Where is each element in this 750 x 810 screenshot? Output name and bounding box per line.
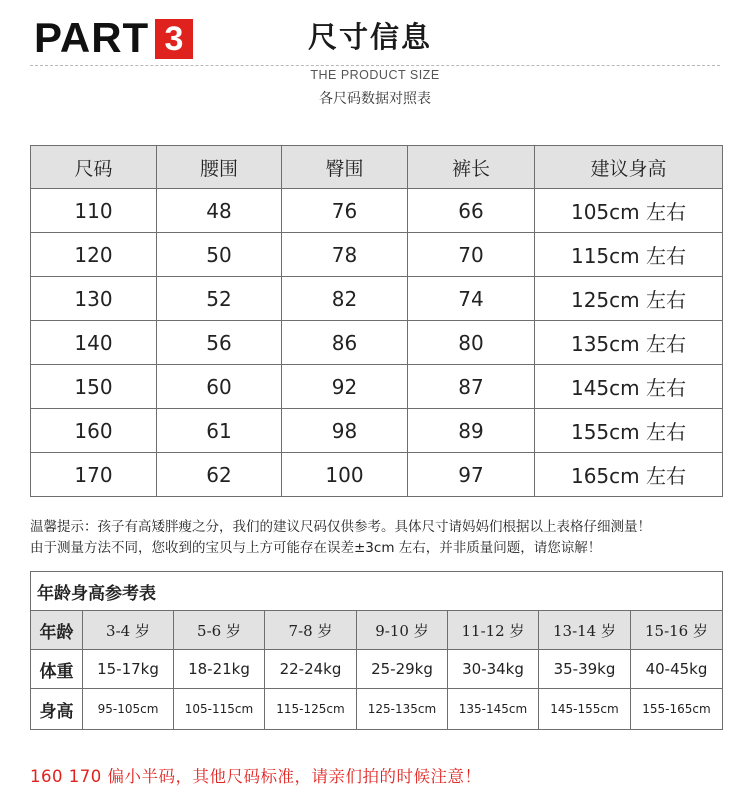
table-cell: 60 xyxy=(157,365,282,409)
age-table-title: 年龄身高参考表 xyxy=(31,572,723,611)
table-cell: 70 xyxy=(408,233,535,277)
size-table-header-row xyxy=(31,146,723,189)
notice-line-1: 温馨提示：孩子有高矮胖瘦之分，我们的建议尺码仅供参考。具体尺寸请妈妈们根据以上表格仔细测量！ xyxy=(30,519,651,535)
table-cell: 80 xyxy=(408,321,535,365)
table-row xyxy=(31,277,723,321)
table-row xyxy=(31,189,723,233)
table-cell: 120 xyxy=(31,233,157,277)
age-row xyxy=(31,611,723,650)
column-header-height: 建议身高 xyxy=(535,146,723,189)
table-cell: 74 xyxy=(408,277,535,321)
weight-cell: 40-45kg xyxy=(631,650,723,689)
weight-cell: 35-39kg xyxy=(539,650,631,689)
footer-note: 160 170 偏小半码，其他尺码标准，请亲们拍的时候注意！ xyxy=(30,767,482,786)
table-cell: 135cm 左右 xyxy=(535,321,723,365)
age-cell: 11-12 岁 xyxy=(448,611,539,650)
weight-cell: 18-21kg xyxy=(174,650,265,689)
age-cell: 15-16 岁 xyxy=(631,611,723,650)
table-cell: 145cm 左右 xyxy=(535,365,723,409)
header-divider xyxy=(30,65,720,66)
table-row xyxy=(31,321,723,365)
table-cell: 98 xyxy=(282,409,408,453)
table-row xyxy=(31,233,723,277)
size-table xyxy=(30,145,723,497)
row-label-height: 身高 xyxy=(31,689,83,730)
height-cell: 95-105cm xyxy=(83,689,174,730)
age-cell: 5-6 岁 xyxy=(174,611,265,650)
table-cell: 52 xyxy=(157,277,282,321)
row-label-weight: 体重 xyxy=(31,650,83,689)
weight-cell: 22-24kg xyxy=(265,650,357,689)
age-cell: 7-8 岁 xyxy=(265,611,357,650)
column-header-size: 尺码 xyxy=(31,146,157,189)
table-cell: 86 xyxy=(282,321,408,365)
weight-cell: 15-17kg xyxy=(83,650,174,689)
height-cell: 115-125cm xyxy=(265,689,357,730)
table-cell: 78 xyxy=(282,233,408,277)
height-cell: 145-155cm xyxy=(539,689,631,730)
height-row xyxy=(31,689,723,730)
table-cell: 100 xyxy=(282,453,408,497)
page-title: 尺寸信息 xyxy=(308,20,433,54)
table-cell: 62 xyxy=(157,453,282,497)
age-cell: 13-14 岁 xyxy=(539,611,631,650)
table-cell: 115cm 左右 xyxy=(535,233,723,277)
table-row xyxy=(31,453,723,497)
subtitle-chinese: 各尺码数据对照表 xyxy=(319,91,431,107)
table-row xyxy=(31,365,723,409)
height-cell: 105-115cm xyxy=(174,689,265,730)
table-cell: 89 xyxy=(408,409,535,453)
table-cell: 160 xyxy=(31,409,157,453)
age-height-table xyxy=(30,571,723,730)
table-cell: 56 xyxy=(157,321,282,365)
table-cell: 155cm 左右 xyxy=(535,409,723,453)
part-label: PART xyxy=(34,14,150,61)
table-cell: 61 xyxy=(157,409,282,453)
table-cell: 50 xyxy=(157,233,282,277)
age-cell: 9-10 岁 xyxy=(357,611,448,650)
weight-cell: 30-34kg xyxy=(448,650,539,689)
table-cell: 87 xyxy=(408,365,535,409)
table-cell: 110 xyxy=(31,189,157,233)
table-cell: 150 xyxy=(31,365,157,409)
table-cell: 97 xyxy=(408,453,535,497)
height-cell: 155-165cm xyxy=(631,689,723,730)
column-header-hip: 臀围 xyxy=(282,146,408,189)
table-cell: 140 xyxy=(31,321,157,365)
table-cell: 165cm 左右 xyxy=(535,453,723,497)
table-cell: 66 xyxy=(408,189,535,233)
table-cell: 48 xyxy=(157,189,282,233)
subtitle-english: THE PRODUCT SIZE xyxy=(310,68,440,82)
height-cell: 125-135cm xyxy=(357,689,448,730)
table-cell: 125cm 左右 xyxy=(535,277,723,321)
table-cell: 76 xyxy=(282,189,408,233)
age-table-title-row xyxy=(31,572,723,611)
notice-line-2: 由于测量方法不同，您收到的宝贝与上方可能存在误差±3cm 左右，并非质量问题，请您谅解！ xyxy=(30,540,602,556)
part-number-badge: 3 xyxy=(155,19,193,59)
table-cell: 82 xyxy=(282,277,408,321)
weight-row xyxy=(31,650,723,689)
weight-cell: 25-29kg xyxy=(357,650,448,689)
row-label-age: 年龄 xyxy=(31,611,83,650)
column-header-length: 裤长 xyxy=(408,146,535,189)
table-cell: 130 xyxy=(31,277,157,321)
table-row xyxy=(31,409,723,453)
table-cell: 92 xyxy=(282,365,408,409)
table-cell: 170 xyxy=(31,453,157,497)
height-cell: 135-145cm xyxy=(448,689,539,730)
age-cell: 3-4 岁 xyxy=(83,611,174,650)
table-cell: 105cm 左右 xyxy=(535,189,723,233)
size-notice xyxy=(30,517,730,559)
column-header-waist: 腰围 xyxy=(157,146,282,189)
